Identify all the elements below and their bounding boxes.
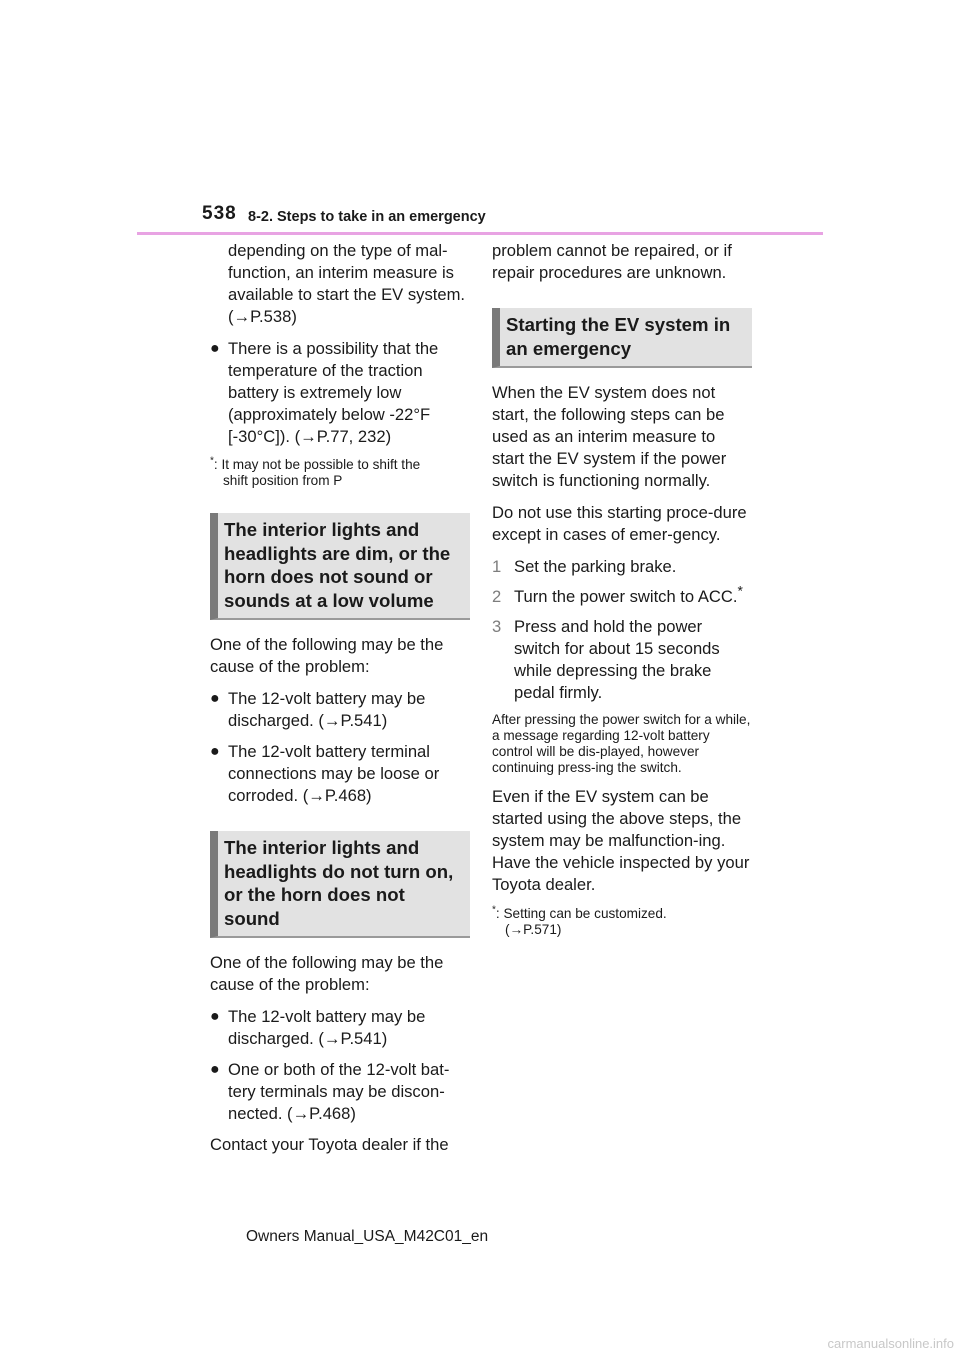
list-item xyxy=(210,741,470,807)
step-item xyxy=(492,616,752,704)
watermark: carmanualsonline.info xyxy=(827,1336,954,1351)
bullet-text: The 12-volt battery terminal connections may be loose or corroded. (→P.468) xyxy=(228,742,440,805)
footnote-line: : Setting can be customized. xyxy=(495,906,667,921)
bullet-text: There is a possibility that the temperature of the traction battery is extremely low (approximately below -22°F [-30°C]). (→P.77, 232) xyxy=(228,339,439,446)
right-column xyxy=(492,240,752,948)
step-item xyxy=(492,556,752,578)
step-text: Set the parking brake. xyxy=(514,557,677,576)
footnote-line: shift position from P xyxy=(223,473,343,488)
list-item xyxy=(210,1059,470,1125)
section-heading: The interior lights and headlights do not turn on, or the horn does not sound xyxy=(210,831,470,938)
footnote-line: (→P.571) xyxy=(505,922,562,937)
bullet-text: The 12-volt battery may be discharged. (→P.541) xyxy=(228,689,426,730)
step-number: 3 xyxy=(492,617,502,636)
paragraph: One of the following may be the cause of the problem: xyxy=(210,635,444,676)
footnote-line: : It may not be possible to shift the xyxy=(213,457,421,472)
paragraph: Do not use this starting proce-dure except in cases of emer-gency. xyxy=(492,503,747,544)
footnote xyxy=(492,906,752,938)
footnote-mark: * xyxy=(210,455,214,467)
step-number: 1 xyxy=(492,557,502,576)
page-number: 538 xyxy=(202,203,237,224)
step-text: Turn the power switch to ACC. xyxy=(514,587,738,606)
small-note: After pressing the power switch for a while, a message regarding 12-volt battery control will be dis-played, however continuing press-ing the switch. xyxy=(492,712,751,775)
step-mark: * xyxy=(737,582,743,599)
bullet-dot-icon: ● xyxy=(210,743,220,760)
bullet-dot-icon: ● xyxy=(210,1061,220,1078)
list-item xyxy=(210,338,470,448)
section-heading: The interior lights and headlights are dim, or the horn does not sound or sounds at a low volume xyxy=(210,513,470,620)
step-number: 2 xyxy=(492,587,502,606)
bullet-text: One or both of the 12-volt bat-tery terminals may be discon-nected. (→P.468) xyxy=(228,1060,450,1123)
paragraph: When the EV system does not start, the following steps can be used as an interim measure to start the EV system if the power switch is functioning normally. xyxy=(492,383,727,490)
bullet-dot-icon: ● xyxy=(210,690,220,707)
header-rule xyxy=(137,232,823,235)
paragraph: problem cannot be repaired, or if repair procedures are unknown. xyxy=(492,241,732,282)
left-column xyxy=(210,240,470,1166)
step-text: Press and hold the power switch for about 15 seconds while depressing the brake pedal firmly. xyxy=(514,617,720,702)
list-item xyxy=(210,1006,470,1050)
paragraph: Even if the EV system can be started using the above steps, the system may be malfunction-ing. Have the vehicle inspected by your Toyota dealer. xyxy=(492,787,750,894)
bullet-text: The 12-volt battery may be discharged. (→P.541) xyxy=(228,1007,426,1048)
paragraph: Contact your Toyota dealer if the xyxy=(210,1135,449,1154)
section-title: 8-2. Steps to take in an emergency xyxy=(248,209,486,225)
section-heading: Starting the EV system in an emergency xyxy=(492,308,752,368)
bullet-dot-icon: ● xyxy=(210,340,220,357)
bullet-dot-icon: ● xyxy=(210,1008,220,1025)
paragraph: One of the following may be the cause of the problem: xyxy=(210,953,444,994)
footer-text: Owners Manual_USA_M42C01_en xyxy=(246,1228,489,1245)
footnote xyxy=(210,457,470,489)
list-item xyxy=(210,688,470,732)
footnote-mark: * xyxy=(492,904,496,916)
step-item xyxy=(492,582,752,608)
continued-text: depending on the type of mal-function, an interim measure is available to start the EV system. (→P.538) xyxy=(228,241,466,326)
